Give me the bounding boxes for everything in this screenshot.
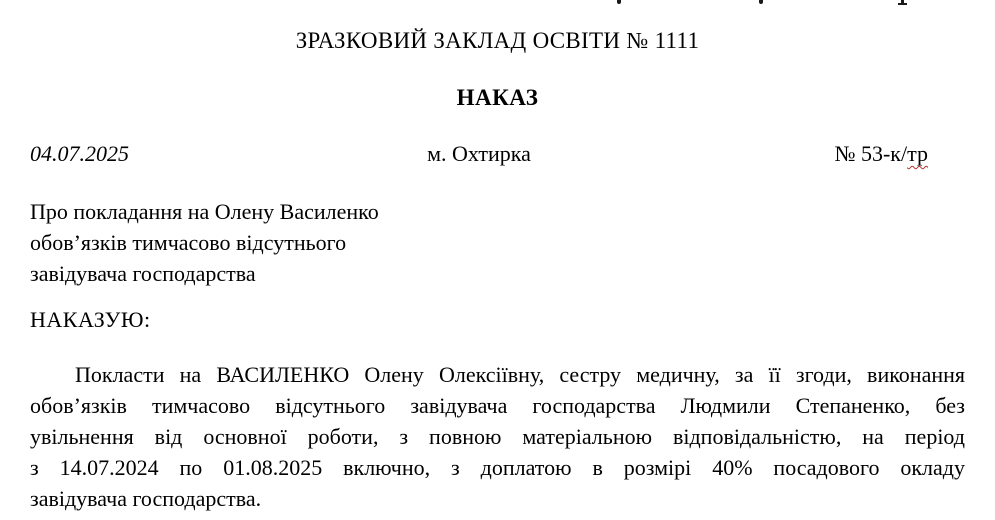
document-number-prefix: № 53-к/ [834,141,908,166]
body-line: увільнення від основної роботи, з повною матеріальною відповідальністю, на період [30,424,965,449]
order-subject [30,196,500,289]
cropped-text-fragment [759,0,763,4]
cropped-text-fragment [617,0,621,4]
meta-row [30,141,965,167]
document-place: м. Охтирка [427,141,531,166]
document-type-title: НАКАЗ [456,85,539,110]
cropped-text-fragment [898,3,907,5]
order-body-paragraph [30,359,965,514]
body-line: завідувача господарства. [30,486,262,511]
order-verb: НАКАЗУЮ: [30,307,151,332]
subject-line: Про покладання на Олену Василенко [30,199,379,224]
body-line: обов’язків тимчасово відсутнього завідувача господарства Людмили Степаненко, без [30,393,965,418]
body-line: з 14.07.2024 по 01.08.2025 включно, з доплатою в розмірі 40% посадового окладу [30,455,965,480]
spellcheck-flagged-text[interactable]: тр [907,141,928,166]
institution-header: ЗРАЗКОВИЙ ЗАКЛАД ОСВІТИ № 1111 [295,28,700,53]
document-date: 04.07.2025 [30,141,129,166]
document-number [629,141,965,167]
subject-line: завідувача господарства [30,261,256,286]
body-line: Покласти на ВАСИЛЕНКО Олену Олексіївну, сестру медичну, за її згоди, виконання [75,362,965,387]
subject-line: обов’язків тимчасово відсутнього [30,230,347,255]
